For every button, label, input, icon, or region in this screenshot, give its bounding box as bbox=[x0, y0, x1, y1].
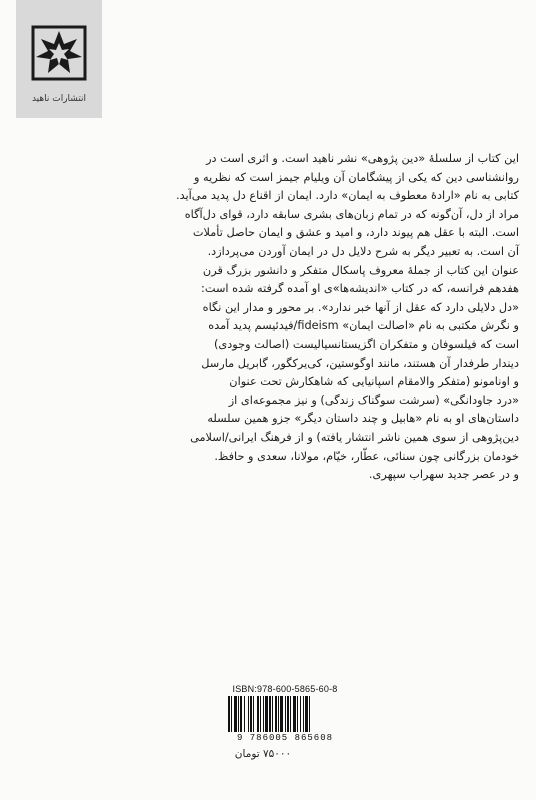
blurb-text bbox=[103, 150, 519, 485]
publisher-logo-box bbox=[16, 0, 102, 118]
blurb-line: این کتاب از سلسلهٔ «دین پژوهی» نشر ناهید است. و اثری است در bbox=[206, 152, 519, 165]
blurb-line: خودمان بزرگانی چون سنائی، عطّار، خیّام، مولانا، سعدی و حافظ. bbox=[214, 449, 519, 463]
isbn-label: ISBN:978-600-5865-60-8 bbox=[232, 684, 338, 694]
price-label: ۷۵۰۰۰ تومان bbox=[234, 748, 292, 760]
blurb-line: و در عصر جدید سهراب سپهری. bbox=[368, 468, 519, 482]
barcode-icon bbox=[228, 696, 342, 732]
blurb-line: و نگرش مکتبی به نام «اصالت ایمان» fideism/فیدئیسم پدید آمده bbox=[208, 319, 519, 333]
star-in-square-icon bbox=[30, 24, 88, 82]
blurb-line: «درد جاودانگی» (سرشت سوگناک زندگی) و نیز مجموعه‌ای از bbox=[228, 393, 519, 407]
blurb-line: روانشناسی دین که یکی از پیشگامان آن ویلیام جیمز است که نظریه و bbox=[193, 170, 519, 184]
blurb-line: دیندار طرفدار آن هستند، مانند اوگوستین، کی‌یرکگور، گابریل مارسل bbox=[201, 356, 519, 370]
blurb-line: داستان‌های او به نام «هابیل و چند داستان دیگر» جزو همین سلسله bbox=[207, 412, 519, 426]
blurb-line: آن است. به تعبیر دیگر به شرح دلایل دل در ایمان آوردن می‌پردازد. bbox=[207, 244, 519, 258]
blurb-line: است. البته با عقل هم پیوند دارد، و امید و عشق و ایمان حاصل تأملات bbox=[192, 226, 519, 240]
blurb-line: و اونامونو (متفکر والامقام اسپانیایی که شاهکارش تحت عنوان bbox=[229, 375, 519, 389]
barcode-digits: 9 786005 865608 bbox=[236, 733, 333, 743]
blurb-line: مراد از دل، آن‌گونه که در تمام زبان‌های بشری سابقه دارد، قوای دل‌آگاه bbox=[184, 207, 519, 221]
publisher-name: انتشارات ناهید bbox=[31, 94, 87, 104]
blurb-line: کتابی به نام «ارادهٔ معطوف به ایمان» دارد. ایمان از اقناع دل پدید می‌آید. bbox=[175, 189, 519, 203]
blurb-line: هفدهم فرانسه، که در کتاب «اندیشه‌ها»ی او آمده گرفته شده است: bbox=[201, 282, 519, 296]
blurb-line: «دل دلایلی دارد که عقل از آنها خبر ندارد». بر محور و مدار این نگاه bbox=[202, 300, 519, 314]
blurb-line: است که فیلسوفان و متفکران اگزیستانسیالیست (اصالت وجودی) bbox=[214, 337, 519, 351]
blurb-line: عنوان این کتاب از جملهٔ معروف پاسکال متفکر و دانشور بزرگ قرن bbox=[202, 263, 519, 277]
blurb-line: دین‌پژوهی از سوی همین ناشر انتشار یافته) و از فرهنگ ایرانی/اسلامی bbox=[190, 430, 519, 444]
isbn-block bbox=[224, 684, 346, 746]
